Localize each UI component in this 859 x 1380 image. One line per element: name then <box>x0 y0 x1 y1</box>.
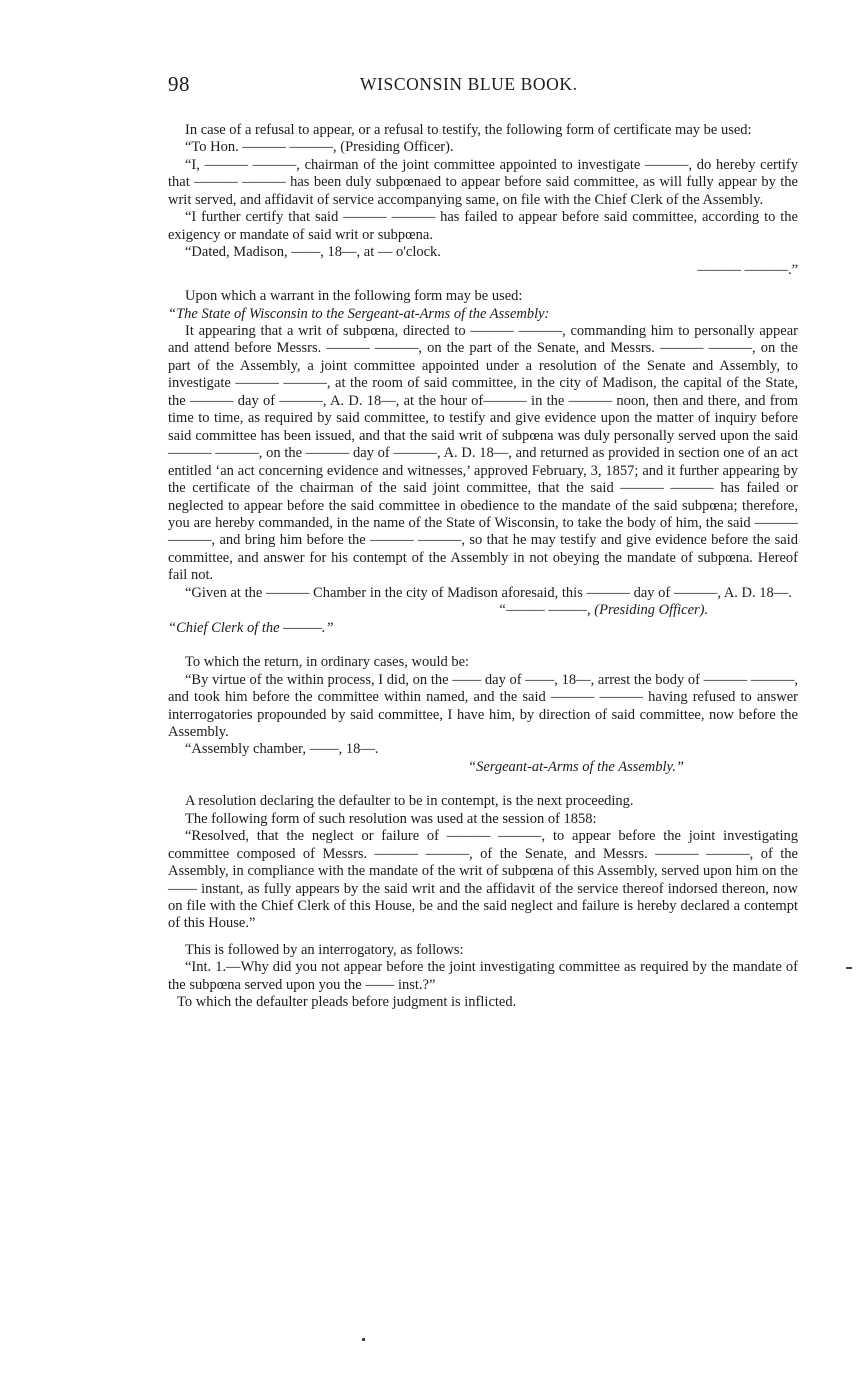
scan-speck <box>846 967 852 969</box>
page-header <box>168 72 798 98</box>
spacer <box>168 279 798 288</box>
page-number: 98 <box>168 72 190 96</box>
spacer <box>168 933 798 942</box>
paragraph-return-intro: To which the return, in ordinary cases, would be: <box>185 654 470 671</box>
paragraph-intro-certificate: In case of a refusal to appear, or a refusal to testify, the following form of certificate may be used: <box>185 122 752 138</box>
paragraph-warrant-body: It appearing that a writ of subpœna, directed to ——— ———, commanding him to personally appear and attend before Messrs. ——— ———, on the part of the Senate, and Messrs. ——— ———, on the part of the Assembly, a joint committee appointed under a resolution of the Senate and Assembly, to investigate ——— ———, at the room of said committee, in the city of Madison, the capital of the State, the ——— day of ———, A. D. 18—, at the hour of——— in the ——— noon, then and there, and from time to time, as required by said committee, to testify and give evidence upon the matter of inquiry before said committee has been issued, and that the said writ of subpœna was duly personally served upon the said ——— ———, on the ——— day of ———, A. D. 18—, and returned as provided in section one of an act entitled ‘an act concerning evidence and witnesses,’ approved February, 3, 1857; and it further appearing by the certificate of the chairman of the said joint committee, that the said ——— ——— has failed or neglected to appear before the said committee in obedience to the mandate of the said subpœna; therefore, you are hereby commanded, in the name of the State of Wisconsin, to take the body of him, the said ——— ———, and bring him before the ——— ———, so that he may testify and give evidence before the said committee, and answer for his contempt of the Assembly in not obeying the mandate of subpœna. Hereof fail not. <box>168 322 798 584</box>
signature-sergeant-at-arms: “Sergeant-at-Arms of the Assembly.” <box>468 758 684 775</box>
paragraph-to-hon: “To Hon. ——— ———, (Presiding Officer). <box>185 139 454 156</box>
paragraph-warrant-intro: Upon which a warrant in the following form may be used: <box>185 288 523 305</box>
paragraph-return-body: “By virtue of the within process, I did, on the —— day of ——, 18—, arrest the body of ——— ———, and took him before the committee within named, and the said ——— ——— having refused to answer interrogatories propounded by said committee, I have him, by direction of said committee, now before the Assembly. <box>168 671 798 740</box>
paragraph-resolved: “Resolved, that the neglect or failure of ——— ———, to appear before the joint investigating committee composed of Messrs. ——— ———, of the Senate, and Messrs. ——— ———, of the Assembly, in compliance with the mandate of the writ of subpœna of this Assembly, served upon him on the —— instant, as fully appears by the said writ and the affidavit of the service thereof indorsed thereon, now on file with the Chief Clerk of this House, be and the said neglect and failure is hereby declared a contempt of this House.” <box>168 828 798 932</box>
paragraph-resolution-form: The following form of such resolution was used at the session of 1858: <box>185 810 597 827</box>
signature-chief-clerk: “Chief Clerk of the ———.” <box>168 619 334 636</box>
paragraph-resolution-intro: A resolution declaring the defaulter to be in contempt, is the next proceeding. <box>185 793 634 810</box>
paragraph-assembly-chamber: “Assembly chamber, ——, 18—. <box>185 741 379 758</box>
paragraph-further-certify: “I further certify that said ——— ——— has failed to appear before said committee, according to the exigency or mandate of said writ or subpœna. <box>168 209 798 243</box>
spacer <box>168 637 798 654</box>
paragraph-given-at: “Given at the ——— Chamber in the city of Madison aforesaid, this ——— day of ———, A. D. 18—. <box>185 584 792 601</box>
paragraph-certificate-body: “I, ——— ———, chairman of the joint committee appointed to investigate ———, do hereby certify that ——— ——— has been duly subpœnaed to appear before said committee, as will fully appear by the writ served, and affidavit of service accompanying same, on file with the Chief Clerk of the Assembly. <box>168 156 798 208</box>
spacer <box>168 776 798 793</box>
running-title: WISCONSIN BLUE BOOK. <box>360 74 578 94</box>
paragraph-interrogatory: “Int. 1.—Why did you not appear before the joint investigating committee as required by the mandate of the subpœna served upon you the —— inst.?” <box>168 959 798 993</box>
paragraph-interrogatory-intro: This is followed by an interrogatory, as follows: <box>185 941 464 958</box>
page-body <box>168 122 798 1012</box>
paragraph-warrant-address: “The State of Wisconsin to the Sergeant-at-Arms of the Assembly: <box>168 305 550 322</box>
signature-presiding-officer: “——— ———, (Presiding Officer). <box>498 602 709 619</box>
signature-line-certificate: ——— ———.” <box>697 261 798 278</box>
scan-speck <box>362 1338 365 1341</box>
paragraph-defaulter-pleads: To which the defaulter pleads before judgment is inflicted. <box>177 994 517 1011</box>
paragraph-dated: “Dated, Madison, ——, 18—, at — o'clock. <box>185 244 441 261</box>
